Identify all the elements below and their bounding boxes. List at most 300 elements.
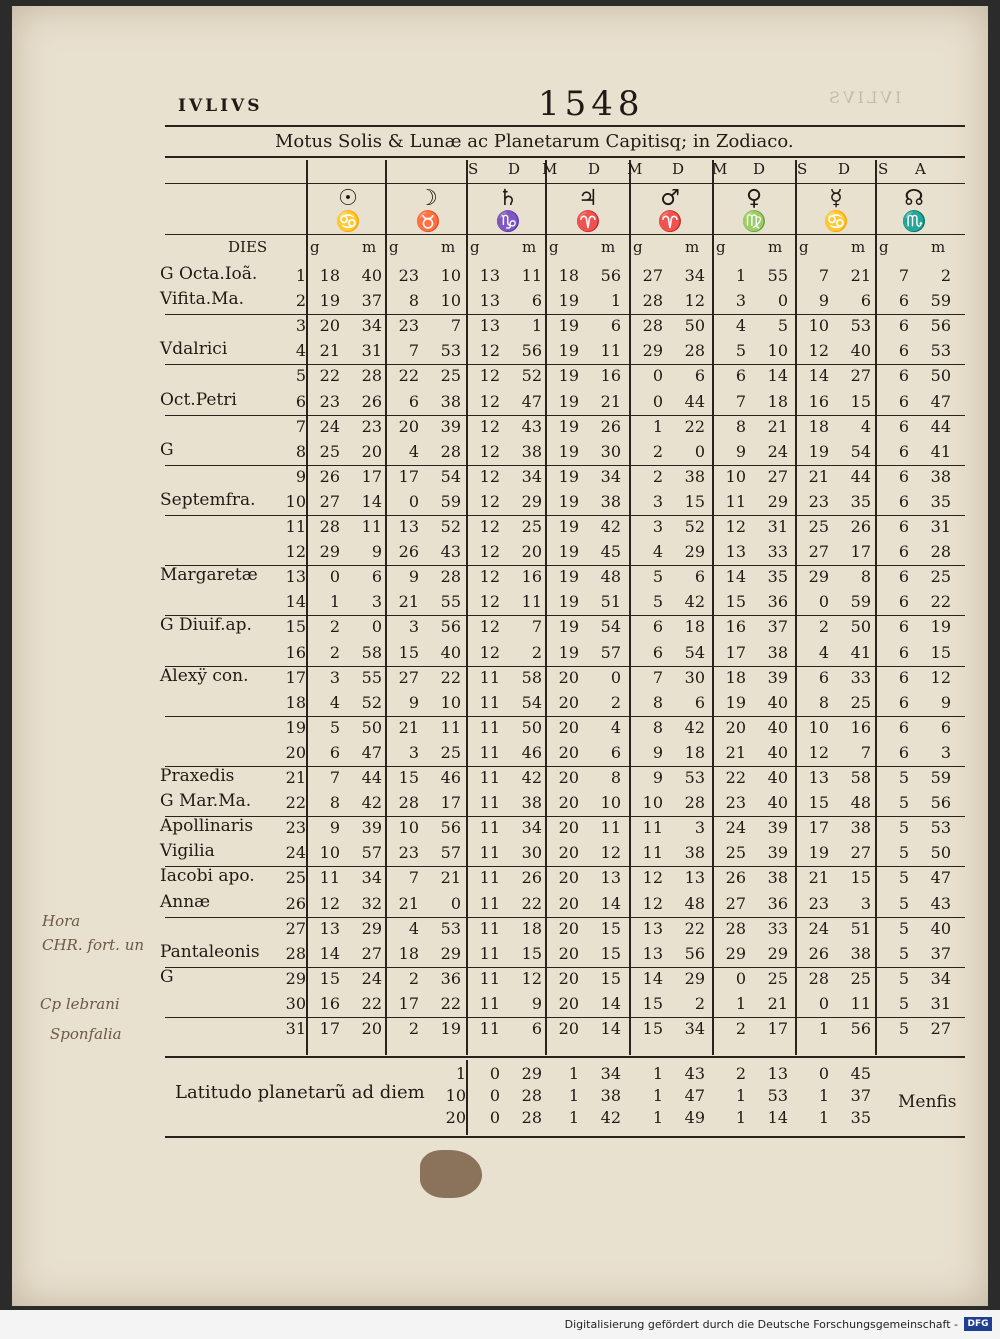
minute-cell: 3	[694, 818, 705, 838]
minute-cell: 36	[767, 592, 788, 612]
degree-cell: 5	[898, 793, 909, 813]
minute-cell: 15	[600, 943, 621, 963]
minute-cell: 26	[361, 391, 382, 411]
degree-cell: 12	[725, 517, 746, 536]
minute-cell: 56	[684, 943, 705, 963]
degree-cell: 6	[898, 341, 909, 361]
degree-cell: 12	[479, 592, 500, 612]
degree-cell: 5	[898, 943, 909, 963]
latitude-minute: 28	[521, 1108, 542, 1127]
degree-cell: 11	[642, 843, 663, 863]
minute-cell: 24	[361, 968, 382, 988]
minute-cell: 59	[930, 768, 951, 787]
degree-cell: 12	[479, 642, 500, 662]
degree-cell: 27	[319, 491, 340, 511]
degree-cell: 19	[558, 517, 579, 536]
degree-cell: 14	[725, 567, 746, 587]
degree-cell: 29	[642, 341, 663, 361]
minute-cell: 35	[930, 491, 951, 511]
degree-cell: 2	[652, 466, 663, 486]
degree-cell: 6	[898, 416, 909, 436]
degree-cell: 18	[808, 416, 829, 436]
minute-cell: 11	[850, 993, 871, 1013]
degree-cell: 1	[735, 266, 746, 285]
degree-cell: 11	[479, 918, 500, 938]
minute-cell: 37	[361, 291, 382, 311]
degree-cell: 15	[398, 642, 419, 662]
degree-cell: 21	[398, 717, 419, 737]
minute-cell: 34	[684, 1019, 705, 1038]
degree-cell: 11	[479, 818, 500, 838]
minute-cell: 11	[600, 818, 621, 838]
row-day: 4	[295, 341, 306, 361]
minute-cell: 56	[600, 266, 621, 285]
row-day: 10	[285, 491, 306, 511]
latitude-minute: 14	[767, 1108, 788, 1127]
minute-header: m	[362, 238, 377, 256]
minute-cell: 48	[600, 567, 621, 587]
minute-cell: 9	[940, 692, 951, 712]
degree-cell: 18	[725, 667, 746, 687]
degree-cell: 5	[898, 768, 909, 787]
row-day: 11	[285, 517, 306, 536]
row-day: 28	[285, 943, 306, 963]
minute-cell: 29	[684, 968, 705, 988]
latitude-degree: 1	[818, 1086, 829, 1105]
row-day: 22	[285, 793, 306, 813]
minute-cell: 29	[361, 918, 382, 938]
degree-cell: 5	[898, 868, 909, 888]
degree-cell: 14	[642, 968, 663, 988]
minute-cell: 29	[440, 943, 461, 963]
minute-cell: 7	[531, 617, 542, 637]
column-divider	[545, 160, 547, 1055]
minute-cell: 22	[440, 667, 461, 687]
minute-cell: 53	[440, 918, 461, 938]
minute-cell: 57	[440, 843, 461, 863]
minute-cell: 58	[361, 642, 382, 662]
planet-symbol-icon: ♃	[578, 186, 598, 211]
degree-cell: 20	[558, 742, 579, 762]
minute-cell: 42	[684, 717, 705, 737]
degree-header: g	[633, 238, 643, 256]
degree-cell: 19	[558, 316, 579, 336]
degree-cell: 8	[735, 416, 746, 436]
degree-cell: 4	[408, 918, 419, 938]
degree-cell: 23	[808, 893, 829, 913]
degree-cell: 6	[408, 391, 419, 411]
latitude-minute: 34	[600, 1064, 621, 1083]
aspect-abbr: D	[672, 160, 686, 178]
minute-cell: 27	[930, 1019, 951, 1038]
row-day: 26	[285, 893, 306, 913]
minute-cell: 52	[440, 517, 461, 536]
minute-cell: 3	[860, 893, 871, 913]
degree-cell: 19	[558, 642, 579, 662]
degree-cell: 25	[808, 517, 829, 536]
minute-header: m	[931, 238, 946, 256]
degree-cell: 12	[479, 366, 500, 386]
degree-cell: 12	[642, 893, 663, 913]
minute-cell: 2	[610, 692, 621, 712]
degree-cell: 11	[479, 793, 500, 813]
degree-cell: 26	[725, 868, 746, 888]
minute-cell: 25	[930, 567, 951, 587]
minute-header: m	[851, 238, 866, 256]
minute-cell: 42	[684, 592, 705, 612]
degree-cell: 12	[479, 391, 500, 411]
degree-cell: 19	[808, 843, 829, 863]
minute-cell: 40	[440, 642, 461, 662]
minute-cell: 21	[767, 993, 788, 1013]
row-day: 18	[285, 692, 306, 712]
degree-cell: 12	[479, 416, 500, 436]
minute-cell: 6	[940, 717, 951, 737]
minute-cell: 55	[440, 592, 461, 612]
planet-symbol-icon: ☿	[829, 186, 843, 211]
minute-cell: 12	[684, 291, 705, 311]
minute-cell: 35	[767, 567, 788, 587]
degree-cell: 7	[735, 391, 746, 411]
degree-cell: 5	[898, 993, 909, 1013]
minute-cell: 38	[850, 818, 871, 838]
degree-cell: 7	[408, 341, 419, 361]
minute-cell: 50	[930, 366, 951, 386]
degree-cell: 22	[725, 768, 746, 787]
minute-cell: 38	[767, 868, 788, 888]
minute-cell: 38	[930, 466, 951, 486]
degree-cell: 11	[479, 968, 500, 988]
degree-cell: 3	[652, 491, 663, 511]
minute-cell: 21	[850, 266, 871, 285]
row-label: Pantaleonis	[160, 941, 260, 962]
aspect-abbr: D	[753, 160, 767, 178]
minute-cell: 52	[521, 366, 542, 386]
planet-symbol-icon: ♄	[498, 186, 518, 211]
row-label: Iacobi apo.	[160, 866, 255, 887]
row-day: 29	[285, 968, 306, 988]
degree-cell: 25	[319, 441, 340, 461]
minute-cell: 8	[610, 768, 621, 787]
minute-cell: 14	[600, 893, 621, 913]
latitude-minute: 37	[850, 1086, 871, 1105]
minute-cell: 17	[440, 793, 461, 813]
latitude-minute: 53	[767, 1086, 788, 1105]
degree-cell: 11	[479, 717, 500, 737]
aspect-abbr: S	[468, 160, 480, 178]
row-label: G Octa.Ioã.	[160, 264, 258, 284]
minute-cell: 53	[440, 341, 461, 361]
degree-cell: 6	[898, 517, 909, 536]
minute-cell: 15	[850, 391, 871, 411]
row-label: G Mar.Ma.	[160, 791, 252, 812]
latitude-day: 10	[445, 1086, 466, 1105]
degree-cell: 20	[558, 818, 579, 838]
degree-cell: 15	[725, 592, 746, 612]
minute-cell: 3	[371, 592, 382, 612]
row-day: 2	[295, 291, 306, 311]
minute-cell: 38	[684, 843, 705, 863]
degree-cell: 0	[818, 993, 829, 1013]
degree-cell: 8	[408, 291, 419, 311]
degree-cell: 9	[818, 291, 829, 311]
degree-cell: 15	[398, 768, 419, 787]
degree-cell: 6	[898, 466, 909, 486]
degree-cell: 9	[652, 742, 663, 762]
degree-header: g	[716, 238, 726, 256]
degree-cell: 20	[558, 717, 579, 737]
column-divider	[466, 160, 468, 1055]
degree-cell: 29	[725, 943, 746, 963]
ink-stain	[420, 1150, 482, 1198]
degree-cell: 6	[898, 717, 909, 737]
minute-cell: 40	[767, 742, 788, 762]
row-group-rule	[165, 917, 965, 918]
degree-cell: 11	[479, 742, 500, 762]
minute-cell: 0	[694, 441, 705, 461]
latitude-degree: 0	[489, 1086, 500, 1105]
latitude-minute: 38	[600, 1086, 621, 1105]
degree-cell: 6	[735, 366, 746, 386]
degree-cell: 11	[479, 1019, 500, 1038]
aspect-abbr: M	[542, 160, 559, 178]
minute-cell: 38	[521, 793, 542, 813]
row-day: 3	[295, 316, 306, 336]
minute-cell: 27	[850, 843, 871, 863]
minute-cell: 14	[361, 491, 382, 511]
degree-cell: 21	[398, 893, 419, 913]
minute-cell: 40	[361, 266, 382, 285]
minute-cell: 6	[610, 316, 621, 336]
degree-cell: 11	[725, 491, 746, 511]
degree-cell: 21	[319, 341, 340, 361]
minute-cell: 34	[930, 968, 951, 988]
row-day: 14	[285, 592, 306, 612]
minute-cell: 33	[850, 667, 871, 687]
degree-cell: 13	[319, 918, 340, 938]
minute-cell: 44	[684, 391, 705, 411]
minute-cell: 10	[440, 266, 461, 285]
row-day: 20	[285, 742, 306, 762]
latitude-minute: 35	[850, 1108, 871, 1127]
degree-cell: 1	[652, 416, 663, 436]
degree-cell: 22	[398, 366, 419, 386]
degree-cell: 11	[642, 818, 663, 838]
row-label: Vigilia	[160, 841, 215, 862]
minute-cell: 50	[684, 316, 705, 336]
minute-cell: 30	[521, 843, 542, 863]
degree-cell: 29	[808, 567, 829, 587]
latitude-degree: 2	[735, 1064, 746, 1083]
degree-cell: 12	[479, 542, 500, 562]
minute-cell: 21	[600, 391, 621, 411]
minute-cell: 39	[767, 667, 788, 687]
degree-cell: 9	[329, 818, 340, 838]
degree-cell: 0	[818, 592, 829, 612]
rule-symbol-bottom	[165, 234, 965, 235]
degree-cell: 8	[652, 692, 663, 712]
minute-cell: 20	[361, 1019, 382, 1038]
degree-cell: 2	[329, 617, 340, 637]
row-label: Septemfra.	[160, 489, 256, 510]
degree-cell: 12	[808, 742, 829, 762]
rule-table-bottom	[165, 1056, 965, 1058]
dfg-logo: DFG	[964, 1317, 992, 1331]
minute-cell: 15	[600, 968, 621, 988]
minute-cell: 50	[930, 843, 951, 863]
row-day: 8	[295, 441, 306, 461]
degree-cell: 5	[735, 341, 746, 361]
minute-cell: 31	[767, 517, 788, 536]
degree-cell: 23	[319, 391, 340, 411]
minute-cell: 27	[361, 943, 382, 963]
minute-cell: 44	[850, 466, 871, 486]
latitude-minute: 43	[684, 1064, 705, 1083]
minute-cell: 18	[684, 742, 705, 762]
minute-cell: 37	[767, 617, 788, 637]
minute-cell: 55	[361, 667, 382, 687]
minute-cell: 53	[684, 768, 705, 787]
aspect-abbr: D	[838, 160, 852, 178]
minute-cell: 7	[860, 742, 871, 762]
minute-cell: 0	[371, 617, 382, 637]
degree-cell: 9	[408, 692, 419, 712]
degree-cell: 13	[479, 291, 500, 311]
degree-header: g	[389, 238, 399, 256]
degree-cell: 2	[652, 441, 663, 461]
degree-cell: 20	[558, 793, 579, 813]
degree-cell: 5	[898, 968, 909, 988]
degree-cell: 20	[558, 1019, 579, 1038]
degree-cell: 6	[898, 692, 909, 712]
minute-cell: 58	[521, 667, 542, 687]
degree-cell: 0	[652, 391, 663, 411]
minute-cell: 36	[440, 968, 461, 988]
minute-cell: 41	[850, 642, 871, 662]
degree-cell: 22	[319, 366, 340, 386]
degree-cell: 12	[479, 466, 500, 486]
degree-cell: 6	[898, 441, 909, 461]
degree-cell: 14	[808, 366, 829, 386]
degree-cell: 19	[558, 567, 579, 587]
minute-cell: 4	[860, 416, 871, 436]
degree-cell: 28	[808, 968, 829, 988]
row-day: 17	[285, 667, 306, 687]
degree-cell: 6	[898, 366, 909, 386]
row-group-rule	[165, 314, 965, 315]
minute-cell: 14	[600, 1019, 621, 1038]
degree-cell: 23	[398, 316, 419, 336]
minute-cell: 40	[767, 692, 788, 712]
minute-cell: 15	[930, 642, 951, 662]
latitude-minute: 47	[684, 1086, 705, 1105]
latitude-degree: 1	[568, 1086, 579, 1105]
aspect-abbr: M	[712, 160, 729, 178]
degree-cell: 2	[408, 1019, 419, 1038]
degree-cell: 8	[652, 717, 663, 737]
degree-cell: 6	[898, 567, 909, 587]
minute-cell: 10	[440, 692, 461, 712]
degree-cell: 3	[408, 742, 419, 762]
minute-cell: 48	[850, 793, 871, 813]
minute-cell: 22	[521, 893, 542, 913]
degree-cell: 5	[898, 1019, 909, 1038]
minute-cell: 52	[684, 517, 705, 536]
degree-cell: 9	[408, 567, 419, 587]
minute-cell: 12	[521, 968, 542, 988]
minute-cell: 10	[600, 793, 621, 813]
row-day: 1	[295, 266, 306, 285]
minute-cell: 38	[521, 441, 542, 461]
minute-cell: 43	[930, 893, 951, 913]
degree-cell: 21	[725, 742, 746, 762]
row-day: 24	[285, 843, 306, 863]
degree-cell: 12	[479, 491, 500, 511]
degree-cell: 28	[398, 793, 419, 813]
minute-cell: 4	[610, 717, 621, 737]
degree-cell: 4	[818, 642, 829, 662]
degree-cell: 19	[319, 291, 340, 311]
minute-cell: 48	[684, 893, 705, 913]
latitude-degree: 0	[818, 1064, 829, 1083]
row-label: Oct.Petri	[160, 389, 237, 410]
minute-cell: 29	[767, 491, 788, 511]
minute-cell: 37	[930, 943, 951, 963]
minute-cell: 22	[361, 993, 382, 1013]
row-group-rule	[165, 364, 965, 365]
degree-cell: 0	[408, 491, 419, 511]
degree-cell: 18	[319, 266, 340, 285]
degree-cell: 5	[898, 918, 909, 938]
minute-cell: 27	[767, 466, 788, 486]
minute-cell: 24	[767, 441, 788, 461]
row-group-rule	[165, 866, 965, 867]
row-label: Vdalrici	[160, 339, 228, 360]
minute-cell: 42	[521, 768, 542, 787]
minute-cell: 43	[521, 416, 542, 436]
latitude-minute: 28	[521, 1086, 542, 1105]
minute-cell: 47	[930, 868, 951, 888]
minute-cell: 53	[930, 341, 951, 361]
degree-cell: 13	[808, 768, 829, 787]
row-label: Apollinaris	[160, 816, 254, 837]
degree-cell: 14	[319, 943, 340, 963]
minute-cell: 2	[694, 993, 705, 1013]
minute-cell: 40	[767, 768, 788, 787]
degree-cell: 15	[319, 968, 340, 988]
latitude-degree: 1	[818, 1108, 829, 1127]
degree-cell: 21	[808, 466, 829, 486]
row-day: 31	[285, 1019, 306, 1038]
minute-header: m	[522, 238, 537, 256]
degree-cell: 13	[398, 517, 419, 536]
row-label: G	[160, 439, 174, 460]
row-day: 30	[285, 993, 306, 1013]
degree-cell: 21	[398, 592, 419, 612]
row-day: 15	[285, 617, 306, 637]
minute-cell: 11	[600, 341, 621, 361]
rule-latitude-bottom	[165, 1136, 965, 1138]
minute-cell: 2	[940, 266, 951, 285]
minute-cell: 31	[930, 517, 951, 536]
degree-cell: 12	[479, 517, 500, 536]
aspect-abbr: D	[508, 160, 522, 178]
degree-cell: 20	[558, 918, 579, 938]
minute-cell: 38	[600, 491, 621, 511]
degree-cell: 19	[558, 542, 579, 562]
minute-cell: 27	[850, 366, 871, 386]
sign-symbol-icon: ♋	[823, 209, 849, 233]
